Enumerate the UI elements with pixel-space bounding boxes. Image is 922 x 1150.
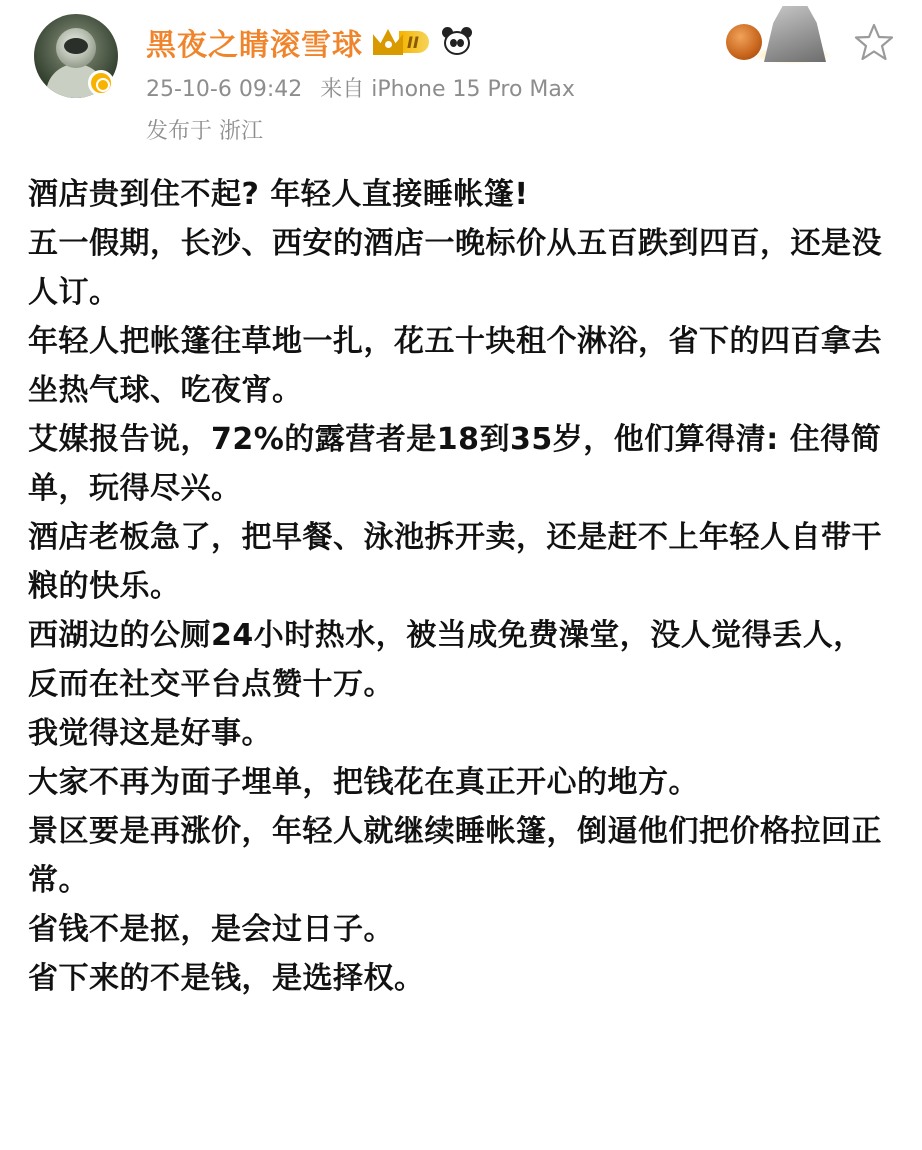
username-row bbox=[146, 20, 473, 64]
post-paragraph: 五一假期，长沙、西安的酒店一晚标价从五百跌到四百，还是没人订。 bbox=[28, 226, 882, 310]
post-paragraph: 省钱不是抠，是会过日子。 bbox=[28, 912, 394, 947]
post-paragraph: 大家不再为面子埋单，把钱花在真正开心的地方。 bbox=[28, 765, 699, 800]
post-paragraph: 艾媒报告说，72%的露营者是18到35岁，他们算得清: 住得简单，玩得尽兴。 bbox=[28, 422, 882, 506]
member-level-label: II bbox=[399, 31, 429, 53]
post-paragraph: 我觉得这是好事。 bbox=[28, 716, 272, 751]
favorite-star-button[interactable] bbox=[854, 22, 894, 62]
member-level-badge[interactable] bbox=[373, 28, 429, 56]
star-icon bbox=[854, 22, 894, 62]
verified-badge-icon bbox=[88, 70, 114, 96]
post-paragraph: 景区要是再涨价，年轻人就继续睡帐篷，倒逼他们把价格拉回正常。 bbox=[28, 814, 882, 898]
post-timestamp: 25-10-6 09:42 bbox=[146, 77, 303, 102]
author-name[interactable]: 黑夜之睛滚雪球 bbox=[146, 28, 363, 63]
post-header bbox=[0, 0, 922, 160]
astronaut-visor-shape bbox=[64, 38, 88, 54]
post-meta bbox=[146, 72, 575, 103]
basketball-statue-decoration bbox=[722, 6, 832, 66]
post-paragraph: 酒店贵到住不起? 年轻人直接睡帐篷! bbox=[28, 177, 529, 212]
post-body bbox=[28, 170, 894, 1003]
post-paragraph: 省下来的不是钱，是选择权。 bbox=[28, 961, 425, 996]
post-source-device: 来自 iPhone 15 Pro Max bbox=[320, 77, 575, 102]
post-paragraph: 酒店老板急了，把早餐、泳池拆开卖，还是赶不上年轻人自带干粮的快乐。 bbox=[28, 520, 882, 604]
post-paragraph: 年轻人把帐篷往草地一扎，花五十块租个淋浴，省下的四百拿去坐热气球、吃夜宵。 bbox=[28, 324, 882, 408]
post-paragraph: 西湖边的公厕24小时热水，被当成免费澡堂，没人觉得丢人，反而在社交平台点赞十万。 bbox=[28, 618, 864, 702]
post-location: 发布于 浙江 bbox=[146, 119, 263, 144]
panda-icon bbox=[441, 27, 473, 57]
